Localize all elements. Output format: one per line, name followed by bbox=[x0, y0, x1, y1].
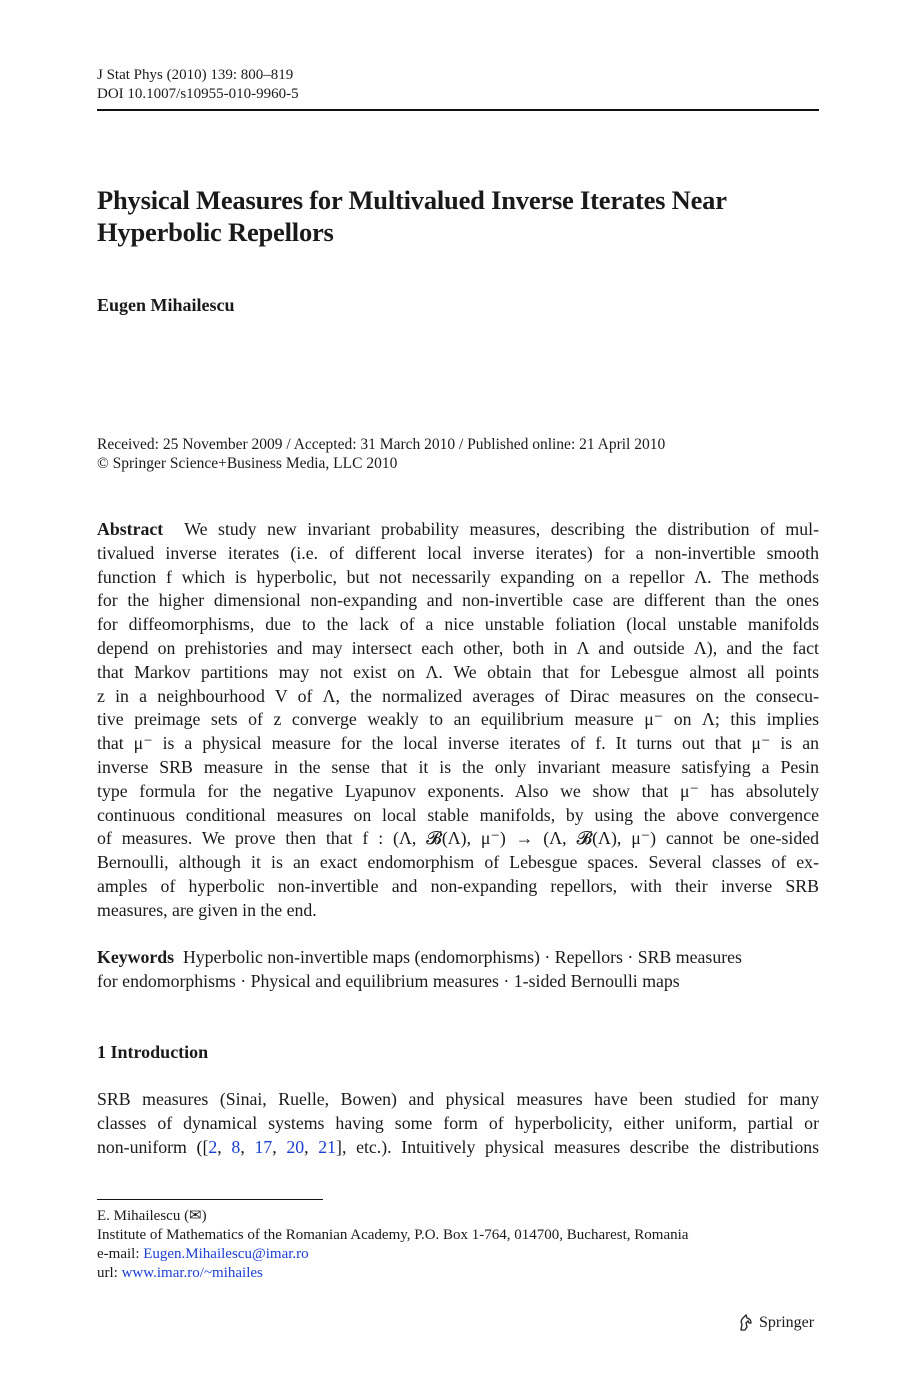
intro-text: ], etc.). Intuitively physical measures describe the distributions bbox=[336, 1136, 820, 1157]
abstract-line: that μ⁻ is a physical measure for the local inverse iterates of f. It turns out that μ⁻ is an bbox=[97, 733, 819, 754]
abstract-line: z in a neighbourhood V of Λ, the normalized averages of Dirac measures on the consecu- bbox=[97, 685, 819, 706]
doi: DOI 10.1007/s10955-010-9960-5 bbox=[97, 86, 299, 102]
title-line-2: Hyperbolic Repellors bbox=[97, 217, 334, 247]
abstract-line: of measures. We prove then that f : (Λ, 𝓑(Λ), μ⁻) → (Λ, 𝓑(Λ), μ⁻) cannot be one-sided bbox=[97, 828, 819, 849]
intro-line: non-uniform ([2, 8, 17, 20, 21], etc.). Intuitively physical measures describe the distributions bbox=[97, 1136, 820, 1157]
keywords bbox=[97, 946, 819, 994]
citation-link[interactable]: 17 bbox=[254, 1136, 273, 1157]
abstract-line: for the higher dimensional non-expanding and non-invertible case are different than the ones bbox=[97, 590, 819, 611]
citation-link[interactable]: 20 bbox=[286, 1136, 305, 1157]
citation-link[interactable]: 21 bbox=[318, 1136, 337, 1157]
url-label: url: bbox=[97, 1265, 122, 1281]
abstract-line: continuous conditional measures on local stable manifolds, by using the above convergence bbox=[97, 804, 819, 825]
abstract-line: that Markov partitions may not exist on Λ. We obtain that for Lebesgue almost all points bbox=[97, 661, 819, 682]
publisher-logo bbox=[737, 1314, 814, 1332]
abstract-line: measures, are given in the end. bbox=[97, 899, 317, 920]
abstract-line: tivalued inverse iterates (i.e. of different local inverse iterates) for a non-invertible smooth bbox=[97, 542, 819, 563]
abstract-label: Abstract bbox=[97, 519, 164, 539]
journal-citation: J Stat Phys (2010) 139: 800–819 bbox=[97, 67, 294, 83]
abstract-line: inverse SRB measure in the sense that it is the only invariant measure satisfying a Pesin bbox=[97, 756, 819, 777]
publication-dates bbox=[97, 435, 665, 473]
header-rule bbox=[97, 109, 819, 111]
copyright: © Springer Science+Business Media, LLC 2010 bbox=[97, 455, 398, 472]
abstract-line: type formula for the negative Lyapunov exponents. Also we show that μ⁻ has absolutely bbox=[97, 780, 819, 801]
author-footnote bbox=[97, 1207, 688, 1283]
springer-horse-icon bbox=[737, 1314, 755, 1332]
title-line-1: Physical Measures for Multivalued Inverse Iterates Near bbox=[97, 185, 727, 215]
citation-link[interactable]: 2 bbox=[208, 1136, 218, 1157]
footnote-email-row bbox=[97, 1245, 688, 1264]
abstract bbox=[97, 518, 819, 923]
author-name: Eugen Mihailescu bbox=[97, 295, 235, 315]
footnote-affiliation: Institute of Mathematics of the Romanian Academy, P.O. Box 1-764, 014700, Bucharest, Romania bbox=[97, 1227, 689, 1243]
abstract-line: depend on prehistories and may intersect each other, both in Λ and outside Λ), and the fact bbox=[97, 637, 819, 658]
paper-title bbox=[97, 184, 819, 248]
email-link[interactable]: Eugen.Mihailescu@imar.ro bbox=[143, 1246, 309, 1262]
citation-link[interactable]: 8 bbox=[231, 1136, 241, 1157]
footnote-author: E. Mihailescu (✉) bbox=[97, 1208, 207, 1224]
intro-line: classes of dynamical systems having some form of hyperbolicity, either uniform, partial or bbox=[97, 1112, 819, 1133]
date-history: Received: 25 November 2009 / Accepted: 31 March 2010 / Published online: 21 April 2010 bbox=[97, 436, 666, 453]
url-link[interactable]: www.imar.ro/~mihailes bbox=[121, 1265, 263, 1281]
journal-info bbox=[97, 66, 299, 104]
introduction-text bbox=[97, 1088, 819, 1159]
section-heading-introduction: 1 Introduction bbox=[97, 1042, 209, 1062]
abstract-line: We study new invariant probability measures, describing the distribution of mul- bbox=[184, 519, 820, 539]
abstract-line: function f which is hyperbolic, but not necessarily expanding on a repellor Λ. The methods bbox=[97, 566, 819, 587]
email-label: e-mail: bbox=[97, 1246, 144, 1262]
footnote-rule bbox=[97, 1199, 323, 1200]
intro-line: SRB measures (Sinai, Ruelle, Bowen) and physical measures have been studied for many bbox=[97, 1089, 819, 1109]
keywords-label: Keywords bbox=[97, 947, 175, 967]
intro-text: non-uniform ([ bbox=[97, 1136, 209, 1157]
abstract-line: tive preimage sets of z converge weakly to an equilibrium measure μ⁻ on Λ; this implies bbox=[97, 709, 819, 730]
publisher-name: Springer bbox=[759, 1314, 815, 1331]
abstract-line: Bernoulli, although it is an exact endomorphism of Lebesgue spaces. Several classes of ex- bbox=[97, 852, 819, 873]
keywords-line: Hyperbolic non-invertible maps (endomorphisms) · Repellors · SRB measures bbox=[182, 947, 742, 967]
abstract-line: amples of hyperbolic non-invertible and non-expanding repellors, with their inverse SRB bbox=[97, 875, 819, 896]
footnote-url-row bbox=[97, 1264, 688, 1283]
abstract-line: for diffeomorphisms, due to the lack of a nice unstable foliation (local unstable manifolds bbox=[97, 614, 819, 635]
keywords-line: for endomorphisms · Physical and equilibrium measures · 1-sided Bernoulli maps bbox=[97, 970, 680, 991]
